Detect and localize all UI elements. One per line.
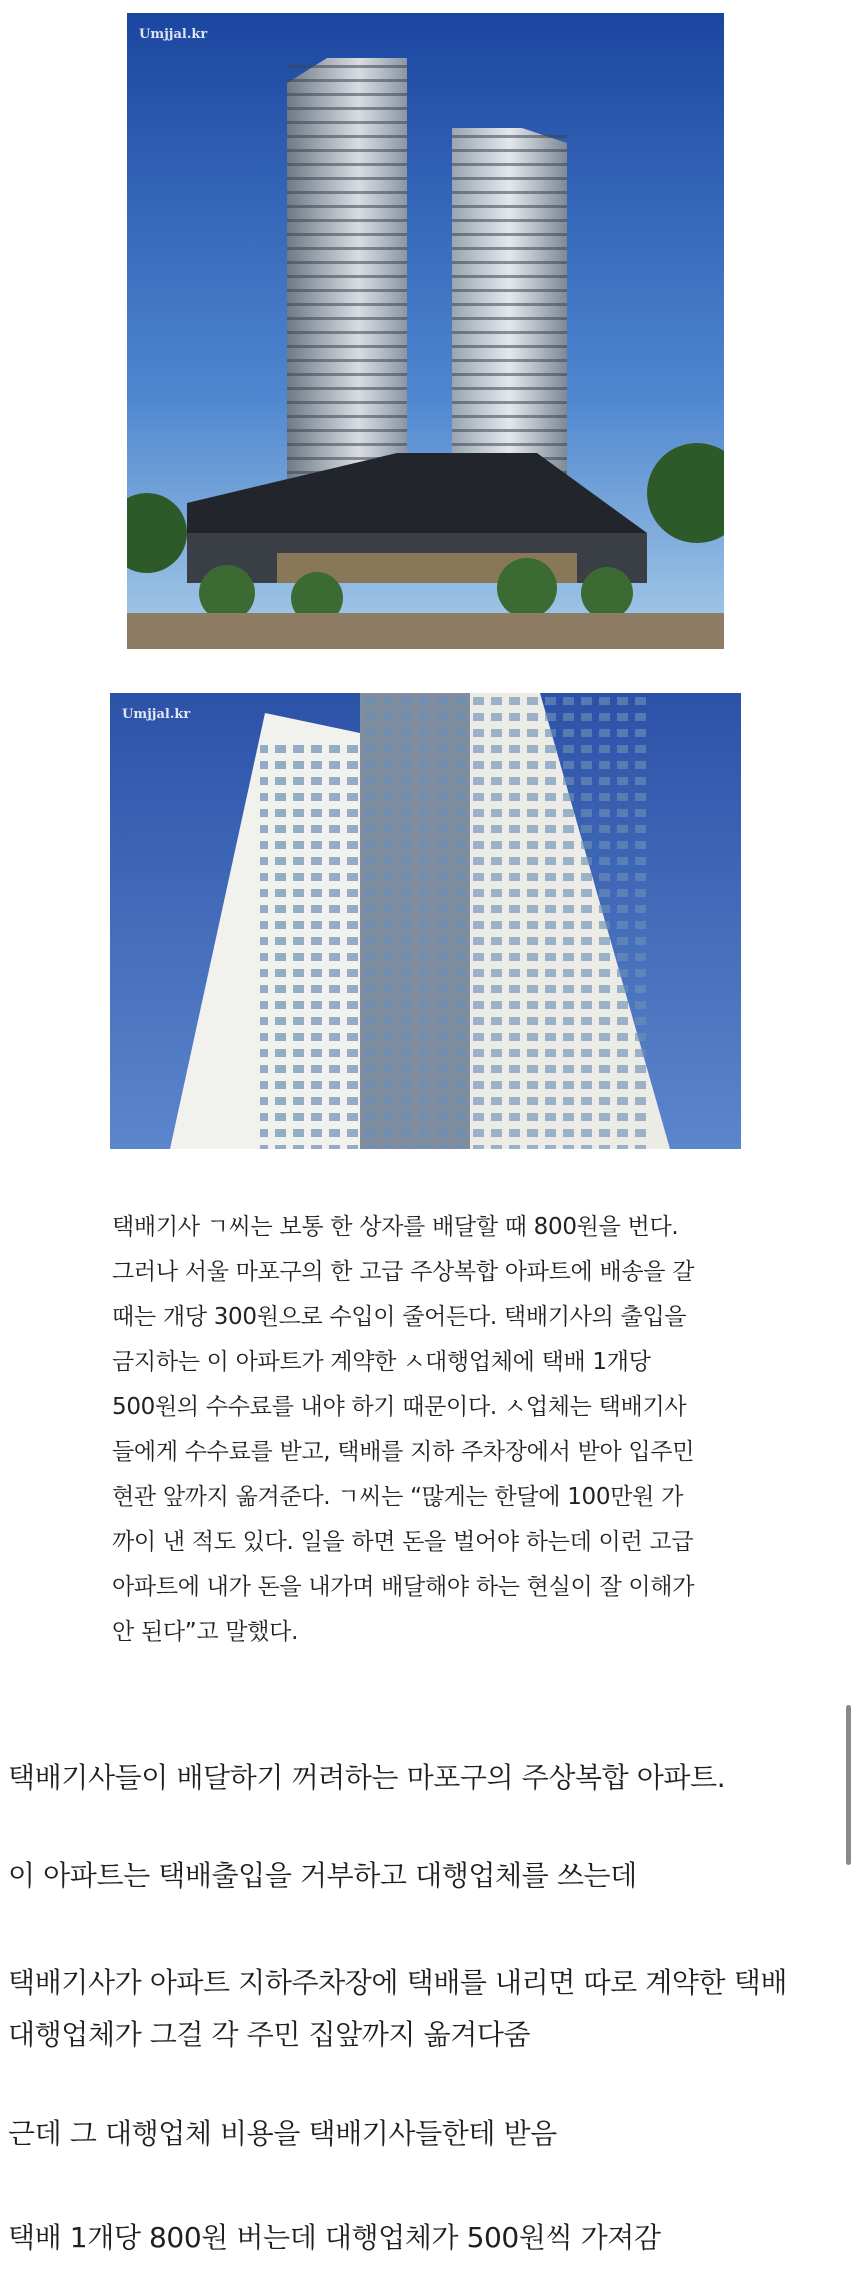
article-line: 들에게 수수료를 받고, 택배를 지하 주차장에서 받아 입주민 xyxy=(112,1439,695,1465)
post-paragraph-2 xyxy=(8,1850,844,1902)
article-line: 까이 낸 적도 있다. 일을 하면 돈을 벌어야 하는데 이런 고급 xyxy=(112,1529,694,1555)
article-line: 택배기사 ㄱ씨는 보통 한 상자를 배달할 때 800원을 번다. xyxy=(112,1214,679,1240)
apartment-photo-2 xyxy=(110,693,741,1149)
article-line: 아파트에 내가 돈을 내가며 배달해야 하는 현실이 잘 이해가 xyxy=(112,1574,695,1600)
article-line: 안 된다”고 말했다. xyxy=(112,1619,299,1645)
post-text: 대행업체가 그걸 각 주민 집앞까지 옮겨다줌 xyxy=(8,2018,531,2051)
apartment-photo-1 xyxy=(127,13,724,649)
post-text: 이 아파트는 택배출입을 거부하고 대행업체를 쓰는데 xyxy=(8,1859,637,1892)
article-line: 500원의 수수료를 내야 하기 때문이다. ㅅ업체는 택배기사 xyxy=(112,1394,687,1420)
article-line: 금지하는 이 아파트가 계약한 ㅅ대행업체에 택배 1개당 xyxy=(112,1349,651,1375)
post-paragraph-1 xyxy=(8,1752,844,1804)
watermark-text: Umjjal.kr xyxy=(122,707,191,722)
post-paragraph-4 xyxy=(8,2108,844,2160)
post-text: 택배기사가 아파트 지하주차장에 택배를 내리면 따로 계약한 택배 xyxy=(8,1966,788,1999)
post-text: 택배기사들이 배달하기 꺼려하는 마포구의 주상복합 아파트. xyxy=(8,1761,726,1794)
news-article-excerpt xyxy=(112,1205,762,1655)
article-line: 때는 개당 300원으로 수입이 줄어든다. 택배기사의 출입을 xyxy=(112,1304,687,1330)
apartment-towers-illustration xyxy=(127,13,724,649)
watermark-text: Umjjal.kr xyxy=(139,27,208,42)
apartment-highrise-illustration xyxy=(110,693,741,1149)
post-paragraph-5 xyxy=(8,2212,844,2264)
post-paragraph-3 xyxy=(8,1957,844,2061)
article-line: 현관 앞까지 옮겨준다. ㄱ씨는 “많게는 한달에 100만원 가 xyxy=(112,1484,683,1510)
post-text: 근데 그 대행업체 비용을 택배기사들한테 받음 xyxy=(8,2117,557,2150)
post-text: 택배 1개당 800원 버는데 대행업체가 500원씩 가져감 xyxy=(8,2221,661,2254)
page-scrollbar[interactable] xyxy=(846,1705,851,1865)
article-line: 그러나 서울 마포구의 한 고급 주상복합 아파트에 배송을 갈 xyxy=(112,1259,695,1285)
